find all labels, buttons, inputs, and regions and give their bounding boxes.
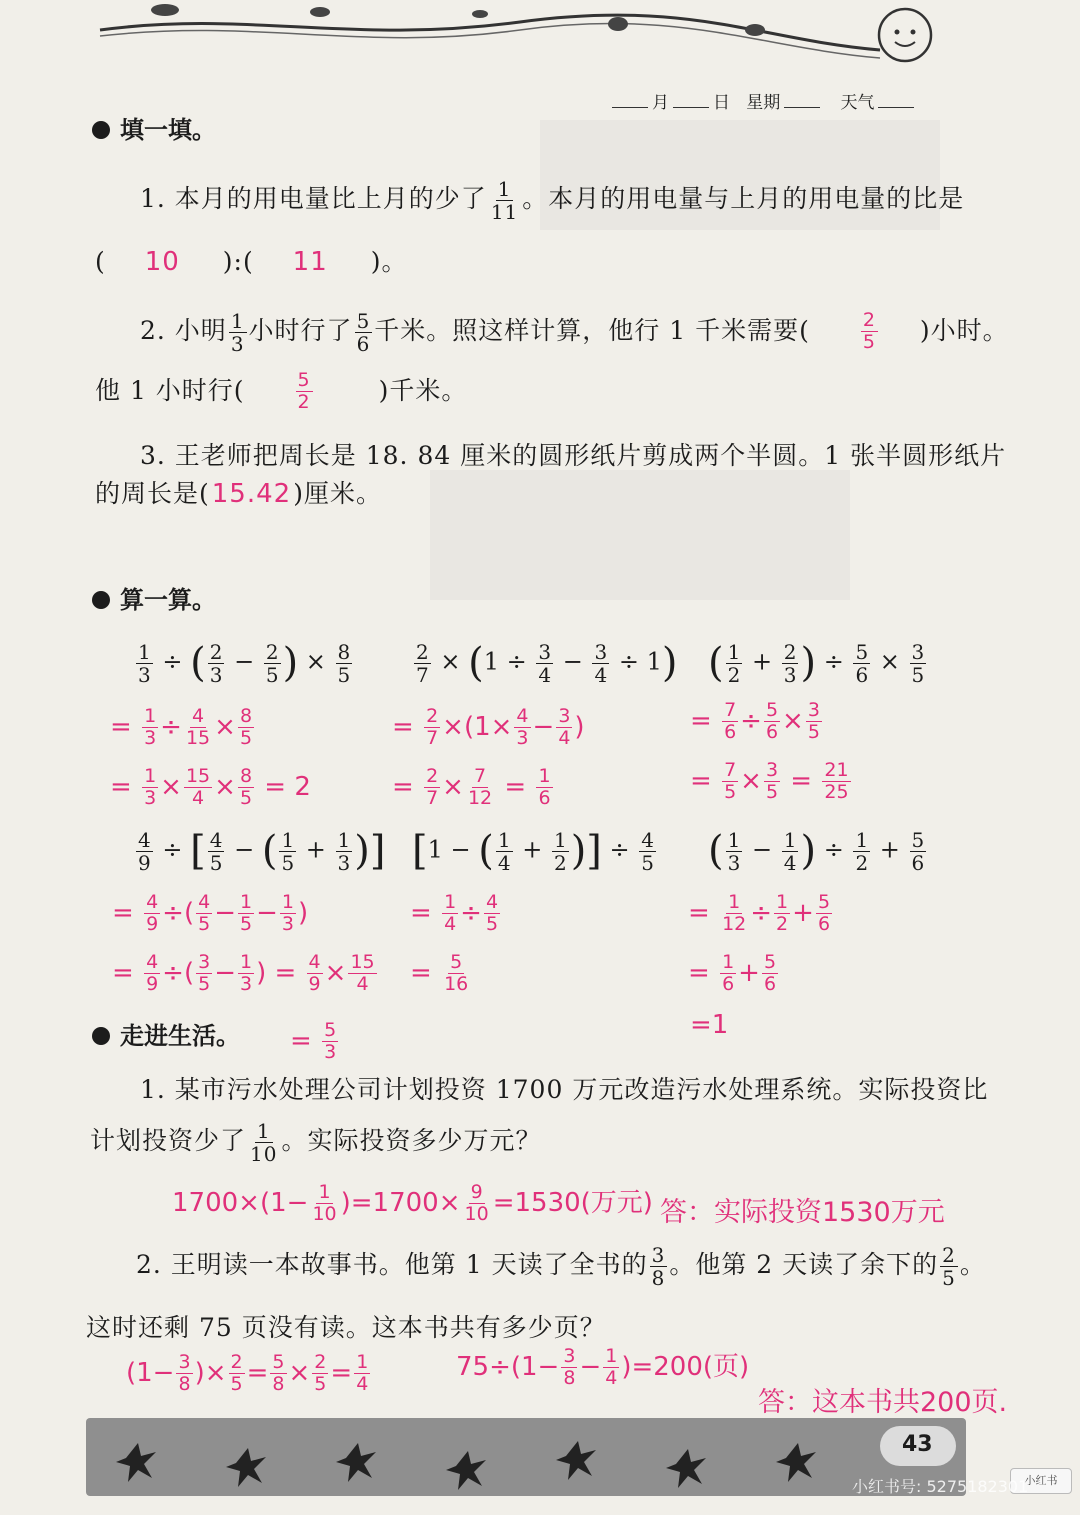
date-line [608,88,918,113]
question-3-2-line2: 这时还剩 75 页没有读。这本书共有多少页？ [86,1313,606,1342]
work-2-step-1: = $\frac{2}{7}$ ×(1× $\frac{4}{3}$ − $\frac{3}{4}$ ) [392,705,585,749]
fraction: $\frac{1}{11}$ [490,177,519,224]
work-6-step-2: = $\frac{1}{6}$ + $\frac{5}{6}$ [688,951,777,995]
header-decoration [0,0,1080,80]
work-2-step-2: = $\frac{2}{7}$ × $\frac{7}{12}$ = $\frac{1}{6}$ [392,765,551,809]
page-number: 43 [902,1432,933,1457]
work-life-2a: (1− $\frac{3}{8}$ )× $\frac{2}{5}$ = $\frac{5}{8}$ × $\frac{2}{5}$ = $\frac{1}{4}$ [126,1351,369,1395]
work-5-step-1: = $\frac{1}{4}$ ÷ $\frac{4}{5}$ [410,891,499,935]
work-3-step-1: = $\frac{7}{6}$ ÷ $\frac{5}{6}$ × $\frac{3}{5}$ [690,699,820,743]
answer-15-42: 15.42 [211,479,292,509]
section-heading-fill: 填一填。 [92,110,216,145]
question-3-1-line2: 计划投资少了 $\frac{1}{10}$ 。实际投资多少万元？ [90,1119,542,1166]
weather-label: 天气 [840,93,875,113]
calc-problem-4: $\frac{4}{9}$ ÷ [ $\frac{4}{5}$ − ( $\frac{1}{5}$ + $\frac{1}{3}$ )] [138,827,386,875]
work-4-step-2: = $\frac{4}{9}$ ÷( $\frac{3}{5}$ − $\frac{1}{3}$ ) = $\frac{4}{9}$ × $\frac{15}{4}$ [112,951,375,995]
calc-problem-2: $\frac{2}{7}$ × (1 ÷ $\frac{3}{4}$ − $\frac{3}{4}$ ÷ 1) [416,639,678,687]
question-1-1: 1. 本月的用电量比上月的少了 $\frac{1}{11}$ 。本月的用电量与上月的用电量的比是 [140,177,965,224]
work-6-step-3: =1 [690,1010,729,1040]
section-heading-life: 走进生活。 [92,1016,240,1051]
question-1-3: 3. 王老师把周长是 18. 84 厘米的圆形纸片剪成两个半圆。1 张半圆形纸片 [140,441,1007,470]
bullet-icon [92,1027,110,1045]
section-heading-calc: 算一算。 [92,580,216,615]
work-3-step-2: = $\frac{7}{5}$ × $\frac{3}{5}$ = $\frac{21}{25}$ [690,759,849,803]
work-1-step-1: = $\frac{1}{3}$ ÷ $\frac{4}{15}$ × $\frac{8}{5}$ [110,705,253,749]
work-1-step-2: = $\frac{1}{3}$ × $\frac{15}{4}$ × $\frac{8}{5}$ = 2 [110,765,311,809]
question-3-1: 1. 某市污水处理公司计划投资 1700 万元改造污水处理系统。实际投资比 [140,1075,989,1104]
calc-problem-1: $\frac{1}{3}$ ÷ ( $\frac{2}{3}$ − $\frac{2}{5}$ ) × $\frac{8}{5}$ [138,639,351,687]
bullet-icon [92,591,110,609]
bullet-icon [92,121,110,139]
calc-problem-3: ( $\frac{1}{2}$ + $\frac{2}{3}$ ) ÷ $\frac{5}{6}$ × $\frac{3}{5}$ [708,639,925,687]
weekday-label: 星期 [746,93,781,113]
work-6-step-1: = $\frac{1}{12}$ ÷ $\frac{1}{2}$ + $\frac{5}{6}$ [688,891,831,935]
work-5-step-2: = $\frac{5}{16}$ [410,951,469,995]
answer-11: 11 [292,247,328,277]
calc-problem-5: [1 − ( $\frac{1}{4}$ + $\frac{1}{2}$ )] ÷ $\frac{4}{5}$ [412,827,655,875]
answer-two-fifths: $\frac{2}{5}$ [862,309,876,353]
question-1-1-blanks: ( 10 ):( 11 )。 [95,247,408,277]
calc-problem-6: ( $\frac{1}{3}$ − $\frac{1}{4}$ ) ÷ $\frac{1}{2}$ + $\frac{5}{6}$ [708,827,925,875]
answer-life-2: 答：这本书共200页. [758,1387,1008,1418]
work-4-step-1: = $\frac{4}{9}$ ÷( $\frac{4}{5}$ − $\frac{1}{5}$ − $\frac{1}{3}$ ) [112,891,309,935]
answer-five-halves: $\frac{5}{2}$ [297,369,311,413]
day-label: 日 [713,93,730,113]
question-1-2-line2: 他 1 小时行( $\frac{5}{2}$ )千米。 [95,369,468,413]
question-1-3-line2: 的周长是(15.42)厘米。 [95,479,382,509]
question-1-2: 2. 小明 $\frac{1}{3}$ 小时行了 $\frac{5}{6}$ 千米。照这样计算，他行 1 千米需要( $\frac{2}{5}$ )小时。 [140,309,1009,356]
work-4-step-3: = $\frac{5}{3}$ [290,1019,337,1063]
watermark: 小红书号: 5275182301 [852,1477,1029,1496]
answer-10: 10 [144,247,180,277]
answer-life-1: 答：实际投资1530万元 [660,1197,945,1228]
leaf-decoration [86,1418,966,1496]
month-label: 月 [652,93,669,113]
question-3-2: 2. 王明读一本故事书。他第 1 天读了全书的 $\frac{3}{8}$ 。他第 2 天读了余下的 $\frac{2}{5}$ 。 [136,1243,986,1290]
work-life-1: 1700×(1− $\frac{1}{10}$ )=1700× $\frac{9}{10}$ =1530(万元) [172,1181,653,1225]
bleed-through [430,470,850,600]
brand-badge: 小红书 [1010,1468,1072,1494]
work-life-2b: 75÷(1− $\frac{3}{8}$ − $\frac{1}{4}$ )=200(页) [456,1345,750,1389]
